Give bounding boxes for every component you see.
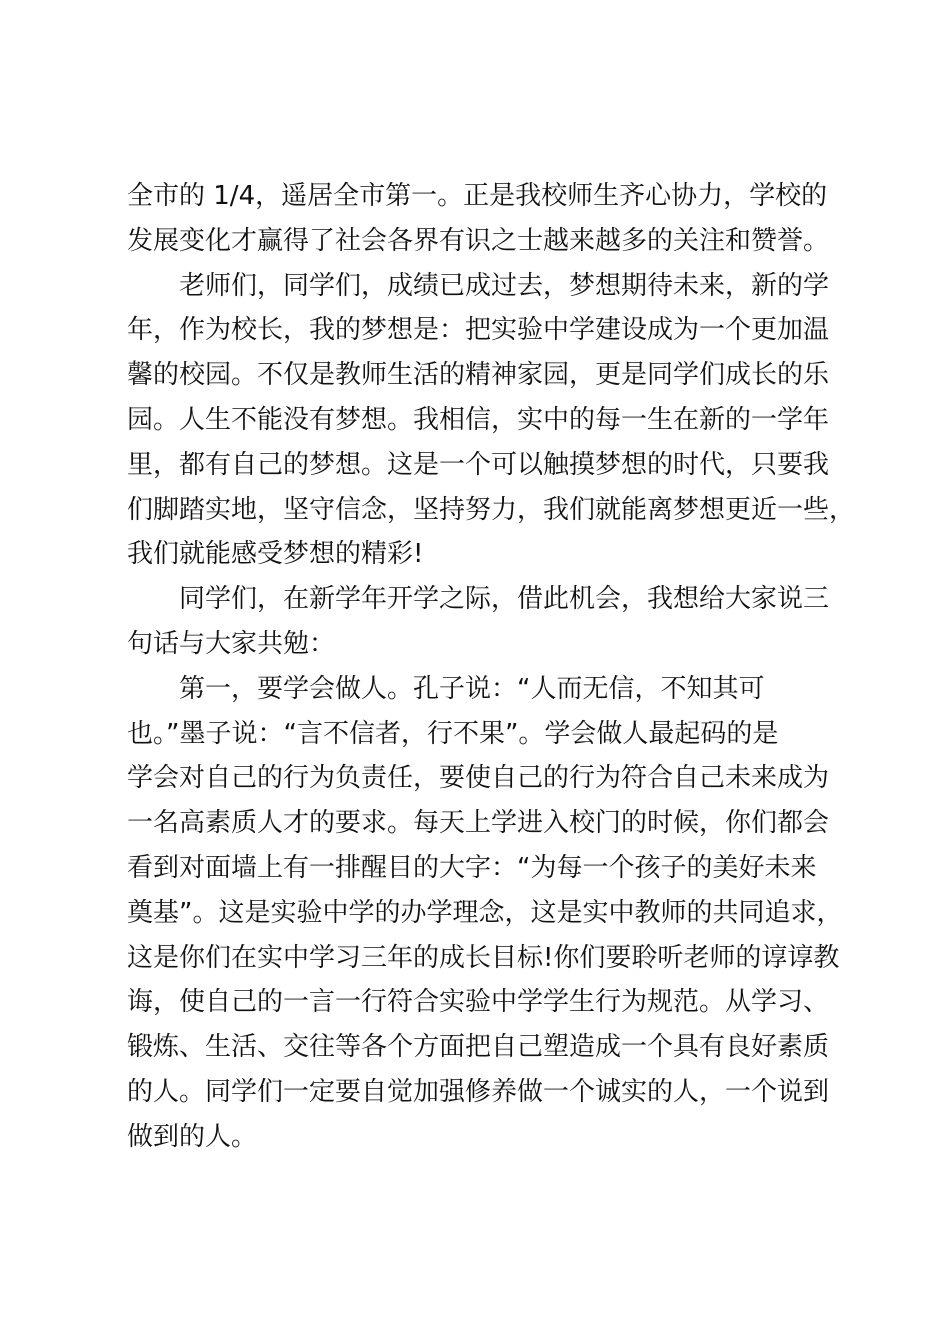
text-line-2: 发展变化才赢得了社会各界有识之士越来越多的关注和赞誉。 [127, 225, 830, 256]
text-line-9: 我们就能感受梦想的精彩! [127, 539, 424, 570]
text-line-21: 的人。同学们一定要自觉加强修养做一个诚实的人，一个说到 [127, 1076, 830, 1107]
text-line-6: 园。人生不能没有梦想。我相信，实中的每一生在新的一学年 [127, 404, 830, 435]
text-line-8: 们脚踏实地，坚守信念，坚持努力，我们就能离梦想更近一些， [127, 494, 856, 525]
text-line-3: 老师们，同学们，成绩已成过去，梦想期待未来，新的学 [179, 270, 830, 301]
body-text [127, 174, 856, 1160]
text-line-4: 年，作为校长，我的梦想是：把实验中学建设成为一个更加温 [127, 315, 830, 346]
text-line-10: 同学们，在新学年开学之际，借此机会，我想给大家说三 [179, 584, 830, 615]
text-line-16: 看到对面墙上有一排醒目的大字：“为每一个孩子的美好未来 [127, 852, 817, 883]
text-line-11: 句话与大家共勉： [127, 628, 336, 659]
text-line-12: 第一，要学会做人。孔子说：“人而无信，不知其可 [179, 673, 765, 704]
text-line-18: 这是你们在实中学习三年的成长目标!你们要聆听老师的谆谆教 [127, 942, 840, 973]
text-line-17: 奠基”。这是实验中学的办学理念，这是实中教师的共同追求， [127, 897, 843, 928]
text-line-20: 锻炼、生活、交往等各个方面把自己塑造成一个具有良好素质 [127, 1032, 830, 1063]
text-line-7: 里，都有自己的梦想。这是一个可以触摸梦想的时代，只要我 [127, 449, 830, 480]
text-line-15: 一名高素质人才的要求。每天上学进入校门的时候，你们都会 [127, 808, 830, 839]
text-line-14: 学会对自己的行为负责任，要使自己的行为符合自己未来成为 [127, 763, 830, 794]
text-line-22: 做到的人。 [127, 1121, 258, 1152]
text-line-13: 也。”墨子说：“言不信者，行不果”。学会做人最起码的是 [127, 718, 779, 749]
text-line-1: 全市的 1/4，遥居全市第一。正是我校师生齐心协力，学校的 [127, 181, 828, 211]
text-line-19: 诲，使自己的一言一行符合实验中学学生行为规范。从学习、 [127, 987, 830, 1018]
text-line-5: 馨的校园。不仅是教师生活的精神家园，更是同学们成长的乐 [127, 360, 830, 391]
